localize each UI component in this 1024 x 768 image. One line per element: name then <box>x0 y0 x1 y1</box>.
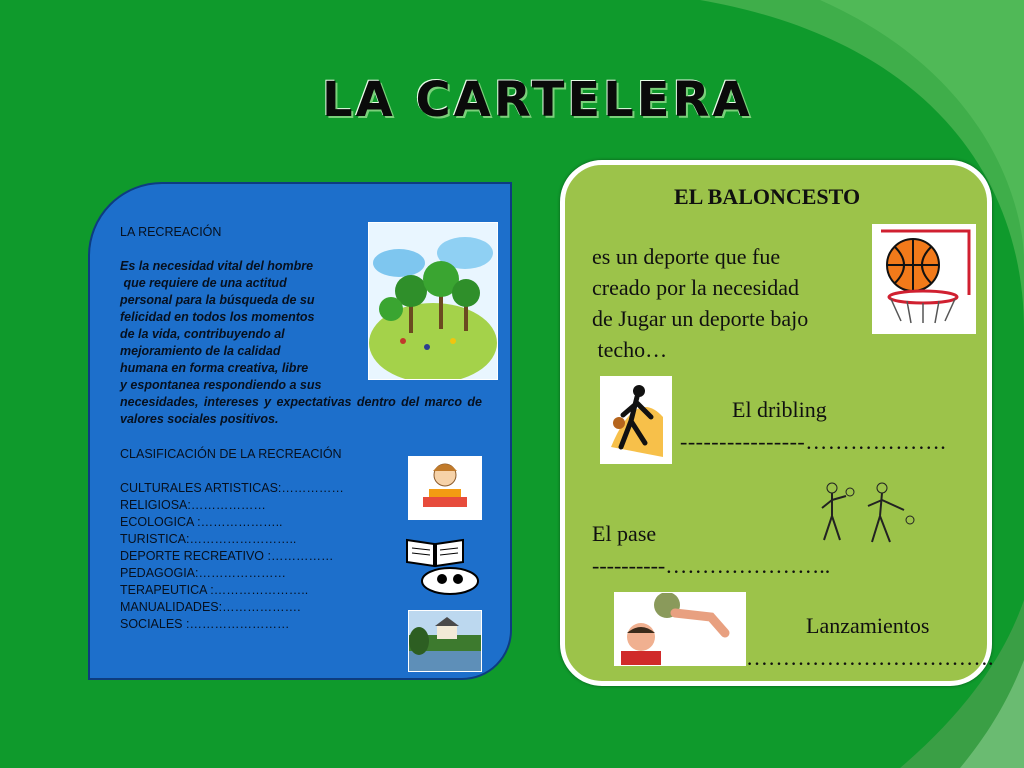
dribbling-player-icon <box>600 376 672 464</box>
definition-line: y espontanea respondiendo a sus <box>120 378 322 392</box>
classification-item: DEPORTE RECREATIVO :…………… <box>120 549 334 563</box>
definition-line: personal para la búsqueda de su <box>120 293 315 307</box>
definition-line: humana en forma creativa, libre <box>120 361 309 375</box>
definition-line: de la vida, contribuyendo al <box>120 327 285 341</box>
definition-line: mejoramiento de la calidad <box>120 344 281 358</box>
lanzamientos-blank-line: ……………………………. <box>746 645 994 670</box>
definition-tail: necesidades, intereses y expectativas dentro del marco de valores sociales positivos. <box>120 395 482 426</box>
house-lake-icon <box>408 610 482 672</box>
baloncesto-description <box>592 241 808 365</box>
classification-item: CULTURALES ARTISTICAS:…………… <box>120 481 344 495</box>
classification-item: SOCIALES :…………………… <box>120 617 290 631</box>
description-line: de Jugar un deporte bajo <box>592 306 809 331</box>
page-title: LA CARTELERA <box>322 72 753 128</box>
classification-list <box>120 480 344 633</box>
description-line: techo… <box>592 337 668 362</box>
mask-icon <box>420 566 480 596</box>
description-line: es un deporte que fue <box>592 244 781 269</box>
trees-park-icon <box>368 222 498 380</box>
classification-item: ECOLOGICA :……………….. <box>120 515 283 529</box>
classification-item: MANUALIDADES:………………. <box>120 600 301 614</box>
dribling-blank-line: ----------------………………. <box>680 429 947 454</box>
classification-heading: CLASIFICACIÓN DE LA RECREACIÓN <box>120 447 342 461</box>
definition-line: felicidad en todos los momentos <box>120 310 315 324</box>
pase-label: El pase <box>592 521 657 546</box>
recreacion-heading: LA RECREACIÓN <box>120 225 222 239</box>
dribling-label: El dribling <box>732 397 827 422</box>
classification-item: TURISTICA:…………………….. <box>120 532 297 546</box>
open-book-icon <box>404 534 466 568</box>
classification-item: TERAPEUTICA :………………….. <box>120 583 309 597</box>
basketball-hoop-icon <box>872 224 976 334</box>
description-line: creado por la necesidad <box>592 275 800 300</box>
lanzamientos-label: Lanzamientos <box>806 613 930 638</box>
classification-item: PEDAGOGIA:………………… <box>120 566 286 580</box>
pase-blank-line: ----------………………….. <box>592 553 831 578</box>
definition-line: Es la necesidad vital del hombre <box>120 259 314 273</box>
passing-players-icon <box>816 480 920 550</box>
child-reading-icon <box>408 456 482 520</box>
shooting-player-icon <box>614 592 746 666</box>
definition-line: que requiere de una actitud <box>120 276 287 290</box>
classification-item: RELIGIOSA:……………… <box>120 498 266 512</box>
baloncesto-title: EL BALONCESTO <box>674 184 861 209</box>
